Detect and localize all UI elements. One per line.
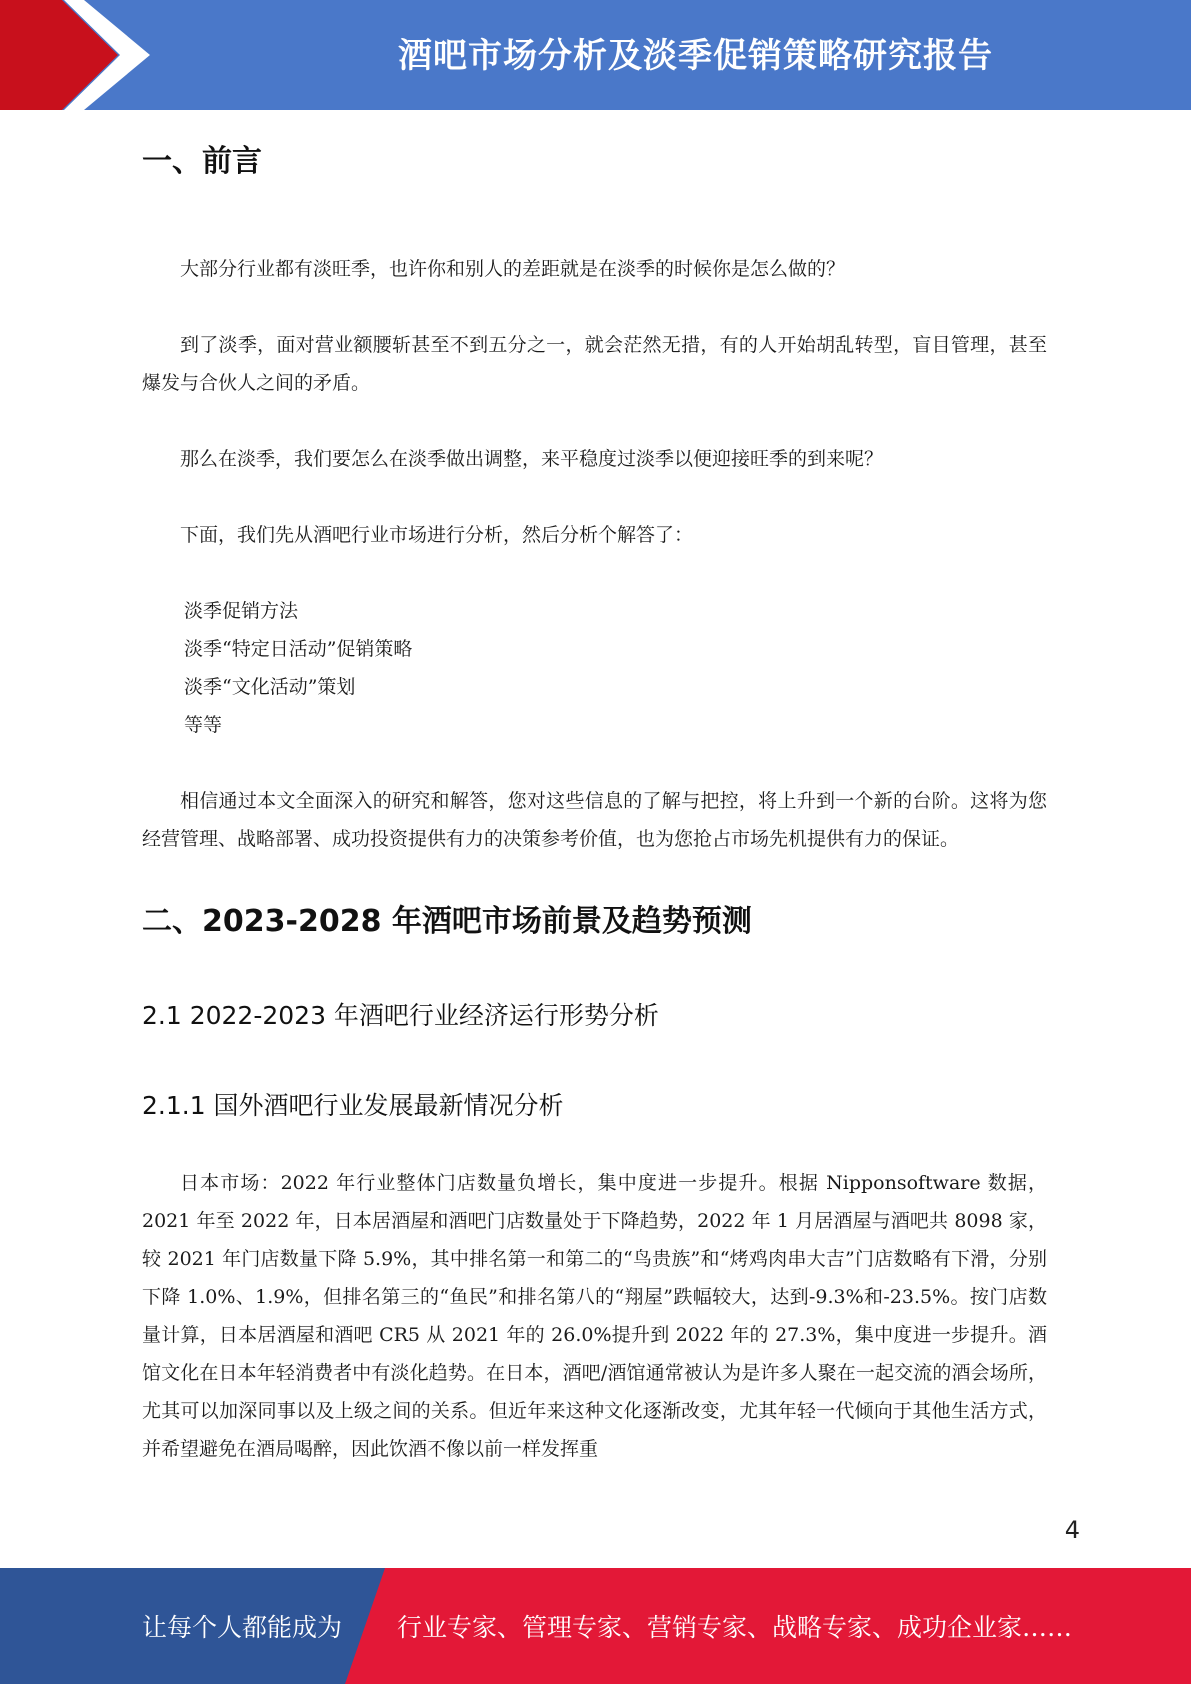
paragraph: 到了淡季，面对营业额腰斩甚至不到五分之一，就会茫然无措，有的人开始胡乱转型，盲目管理，甚至爆发与合伙人之间的矛盾。 <box>142 334 1047 394</box>
section-heading-forecast: 二、2023-2028 年酒吧市场前景及趋势预测 <box>142 904 752 939</box>
list-item: 淡季“文化活动”策划 <box>184 676 356 698</box>
footer-slogan: 让每个人都能成为 <box>142 1613 343 1642</box>
paragraph: 日本市场：2022 年行业整体门店数量负增长，集中度进一步提升。根据 Nipponsoftware 数据，2021 年至 2022 年，日本居酒屋和酒吧门店数量处于下降趋势，2022 年 1 月居酒屋与酒吧共 8098 家，较 2021 年门店数量下降 5.9%，其中排名第一和第二的“鸟贵族”和“烤鸡肉串大吉”门店数略有下滑，分别下降 1.0%、1.9%，但排名第三的“鱼民”和排名第八的“翔屋”跌幅较大，达到-9.3%和-23.5%。按门店数量计算，日本居酒屋和酒吧 CR5 从 2021 年的 26.0%提升到 2022 年的 27.3%，集中度进一步提升。酒馆文化在日本年轻消费者中有淡化趋势。在日本，酒吧/酒馆通常被认为是许多人聚在一起交流的酒会场所，尤其可以加深同事以及上级之间的关系。但近年来这种文化逐渐改变，尤其年轻一代倾向于其他生活方式，并希望避免在酒局喝醉，因此饮酒不像以前一样发挥重 <box>142 1172 1047 1460</box>
paragraph: 下面，我们先从酒吧行业市场进行分析，然后分析个解答了： <box>180 524 694 546</box>
subsubsection-heading: 2.1.1 国外酒吧行业发展最新情况分析 <box>142 1091 564 1120</box>
section-heading-preface: 一、前言 <box>142 144 262 179</box>
footer-roles: 行业专家、管理专家、营销专家、战略专家、成功企业家…… <box>397 1613 1073 1642</box>
paragraph: 相信通过本文全面深入的研究和解答，您对这些信息的了解与把控，将上升到一个新的台阶。这将为您经营管理、战略部署、成功投资提供有力的决策参考价值，也为您抢占市场先机提供有力的保证。 <box>142 790 1047 850</box>
subsection-heading: 2.1 2022-2023 年酒吧行业经济运行形势分析 <box>142 1001 659 1030</box>
page-number: 4 <box>1064 1516 1080 1544</box>
footer-banner <box>0 1568 1191 1684</box>
header-banner <box>0 0 1191 110</box>
list-item: 淡季“特定日活动”促销策略 <box>184 638 413 660</box>
topic-list <box>142 592 1047 744</box>
page-content <box>142 138 1047 1468</box>
report-title: 酒吧市场分析及淡季促销策略研究报告 <box>398 35 993 76</box>
paragraph: 那么在淡季，我们要怎么在淡季做出调整，来平稳度过淡季以便迎接旺季的到来呢？ <box>180 448 884 470</box>
header-arrow-decoration <box>0 0 160 110</box>
list-item: 等等 <box>184 714 223 736</box>
paragraph: 大部分行业都有淡旺季，也许你和别人的差距就是在淡季的时候你是怎么做的？ <box>180 258 846 280</box>
list-item: 淡季促销方法 <box>184 600 299 622</box>
